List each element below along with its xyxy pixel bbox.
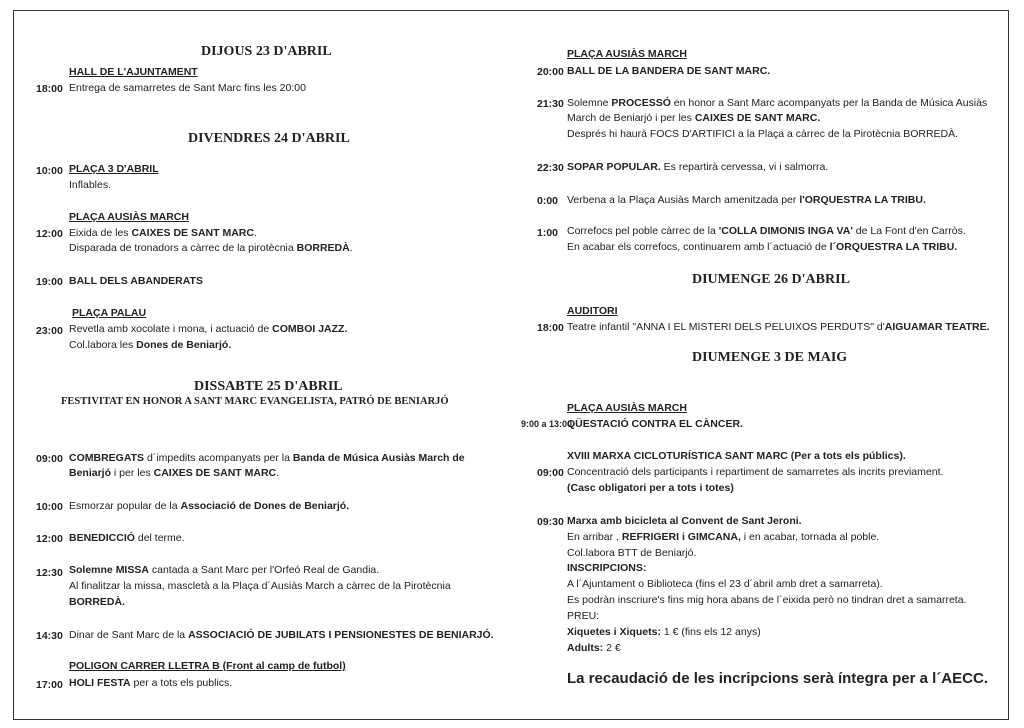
event-text: Correfocs pel poble càrrec de la 'COLLA DIMONIS INGA VA' de La Font d'en Carròs. bbox=[567, 225, 966, 237]
event-time: 12:30 bbox=[36, 567, 63, 579]
event-text: Verbena a la Plaça Ausiàs March amenitzada per l'ORQUESTRA LA TRIBU. bbox=[567, 194, 926, 206]
day-subtitle: FESTIVITAT EN HONOR A SANT MARC EVANGELISTA, PATRÓ DE BENIARJÓ bbox=[61, 396, 449, 407]
event-text: Es podràn inscriure's fins mig hora abans de l´eixida però no tindran dret a samarreta. bbox=[567, 594, 967, 606]
venue-placa-ausias: PLAÇA AUSIÀS MARCH bbox=[567, 402, 687, 414]
event-text: Beniarjó i per les CAIXES DE SANT MARC. bbox=[69, 467, 280, 479]
event-heading: Marxa amb bicicleta al Convent de Sant Jeroni. bbox=[567, 515, 802, 527]
event-text: Eixida de les CAIXES DE SANT MARC. bbox=[69, 227, 257, 239]
event-text: COMBREGATS d´impedits acompanyats per la Banda de Música Ausiàs March de bbox=[69, 452, 465, 464]
venue-poligon: POLIGON CARRER LLETRA B (Front al camp de futbol) bbox=[69, 660, 346, 672]
event-text: En acabar els correfocs, continuarem amb l´actuació de l´ORQUESTRA LA TRIBU. bbox=[567, 241, 958, 253]
event-time: 9:00 a 13:00 bbox=[521, 419, 573, 429]
day-heading-friday: DIVENDRES 24 D'ABRIL bbox=[188, 131, 350, 146]
event-time: 18:00 bbox=[36, 83, 63, 95]
event-text: A l´Ajuntament o Biblioteca (fins el 23 d´abril amb dret a samarreta). bbox=[567, 578, 883, 590]
event-time: 23:00 bbox=[36, 325, 63, 337]
venue-placa-palau: PLAÇA PALAU bbox=[72, 307, 147, 319]
event-time: 0:00 bbox=[537, 195, 559, 207]
venue-placa-ausias: PLAÇA AUSIÀS MARCH bbox=[69, 211, 189, 223]
venue-placa-ausias: PLAÇA AUSIÀS MARCH bbox=[567, 48, 687, 60]
event-text: HOLI FESTA per a tots els publics. bbox=[69, 677, 233, 689]
event-time: 18:00 bbox=[537, 322, 564, 334]
venue-placa-3-abril: PLAÇA 3 D'ABRIL bbox=[69, 163, 159, 175]
event-time: 22:30 bbox=[537, 162, 564, 174]
event-text: Després hi haurà FOCS D'ARTIFICI a la Plaça a càrrec de la Pirotècnia BORREDÀ. bbox=[567, 128, 959, 140]
event-text: Concentració dels participants i repartiment de samarretes als incrits previament. bbox=[567, 466, 944, 478]
event-text: (Casc obligatori per a tots i totes) bbox=[567, 482, 734, 494]
event-text: BALL DE LA BANDERA DE SANT MARC. bbox=[567, 65, 771, 77]
event-text: March de Beniarjó i per les CAIXES DE SANT MARC. bbox=[567, 112, 821, 124]
event-text: Esmorzar popular de la Associació de Dones de Beniarjó. bbox=[69, 500, 350, 512]
event-text: SOPAR POPULAR. Es repartirà cervessa, vi i salmorra. bbox=[567, 161, 829, 173]
event-text: Adults: 2 € bbox=[567, 642, 621, 654]
event-text: Inflables. bbox=[69, 179, 112, 191]
day-heading-sunday-3: DIUMENGE 3 DE MAIG bbox=[692, 350, 848, 365]
event-time: 10:00 bbox=[36, 165, 63, 177]
event-text: QÜESTACIÓ CONTRA EL CÀNCER. bbox=[567, 418, 743, 430]
event-time: 17:00 bbox=[36, 679, 63, 691]
day-heading-sunday-26: DIUMENGE 26 D'ABRIL bbox=[692, 272, 850, 287]
event-text: Disparada de tronadors a càrrec de la pirotècnia BORREDÀ. bbox=[69, 242, 353, 254]
event-text: En arribar , REFRIGERI i GIMCANA, i en acabar, tornada al poble. bbox=[567, 531, 880, 543]
event-time: 21:30 bbox=[537, 98, 564, 110]
event-time: 19:00 bbox=[36, 276, 63, 288]
closing-statement: La recaudació de les incripcions serà íntegra per a l´AECC. bbox=[567, 670, 988, 687]
event-text: Entrega de samarretes de Sant Marc fins les 20:00 bbox=[69, 82, 306, 94]
venue-hall: HALL DE L'AJUNTAMENT bbox=[69, 66, 198, 78]
venue-auditori: AUDITORI bbox=[567, 305, 618, 317]
event-time: 09:30 bbox=[537, 516, 564, 528]
event-text: Solemne PROCESSÓ en honor a Sant Marc acompanyats per la Banda de Música Ausiàs bbox=[567, 97, 988, 109]
event-text: Teatre infantil "ANNA I EL MISTERI DELS PELUIXOS PERDUTS" d'AIGUAMAR TEATRE. bbox=[567, 321, 990, 333]
event-time: 1:00 bbox=[537, 227, 559, 239]
event-text: INSCRIPCIONS: bbox=[567, 562, 647, 574]
event-text: BENEDICCIÓ del terme. bbox=[69, 532, 185, 544]
event-text: Col.labora les Dones de Beniarjó. bbox=[69, 339, 232, 351]
day-heading-thursday: DIJOUS 23 D'ABRIL bbox=[201, 44, 332, 59]
event-time: 09:00 bbox=[537, 467, 564, 479]
event-text: Dinar de Sant Marc de la ASSOCIACIÓ DE JUBILATS I PENSIONESTES DE BENIARJÓ. bbox=[69, 629, 494, 641]
event-time: 12:00 bbox=[36, 228, 63, 240]
event-text: Al finalitzar la missa, mascletà a la Plaça d´Ausiàs March a càrrec de la Pirotècnia bbox=[69, 580, 451, 592]
event-time: 14:30 bbox=[36, 630, 63, 642]
event-text: PREU: bbox=[567, 610, 600, 622]
event-text: BALL DELS ABANDERATS bbox=[69, 275, 203, 287]
event-text: BORREDÀ. bbox=[69, 596, 126, 608]
event-heading: XVIII MARXA CICLOTURÍSTICA SANT MARC (Per a tots els públics). bbox=[567, 450, 906, 462]
event-text: Revetla amb xocolate i mona, i actuació de COMBOI JAZZ. bbox=[69, 323, 348, 335]
event-time: 20:00 bbox=[537, 66, 564, 78]
day-heading-saturday: DISSABTE 25 D'ABRIL bbox=[194, 379, 343, 394]
event-text: Col.labora BTT de Beniarjó. bbox=[567, 547, 697, 559]
event-time: 09:00 bbox=[36, 453, 63, 465]
page-frame bbox=[13, 10, 1009, 720]
event-time: 10:00 bbox=[36, 501, 63, 513]
event-text: Solemne MISSA cantada a Sant Marc per l'Orfeó Real de Gandia. bbox=[69, 564, 380, 576]
event-text: Xiquetes i Xiquets: 1 € (fins els 12 anys) bbox=[567, 626, 761, 638]
event-time: 12:00 bbox=[36, 533, 63, 545]
